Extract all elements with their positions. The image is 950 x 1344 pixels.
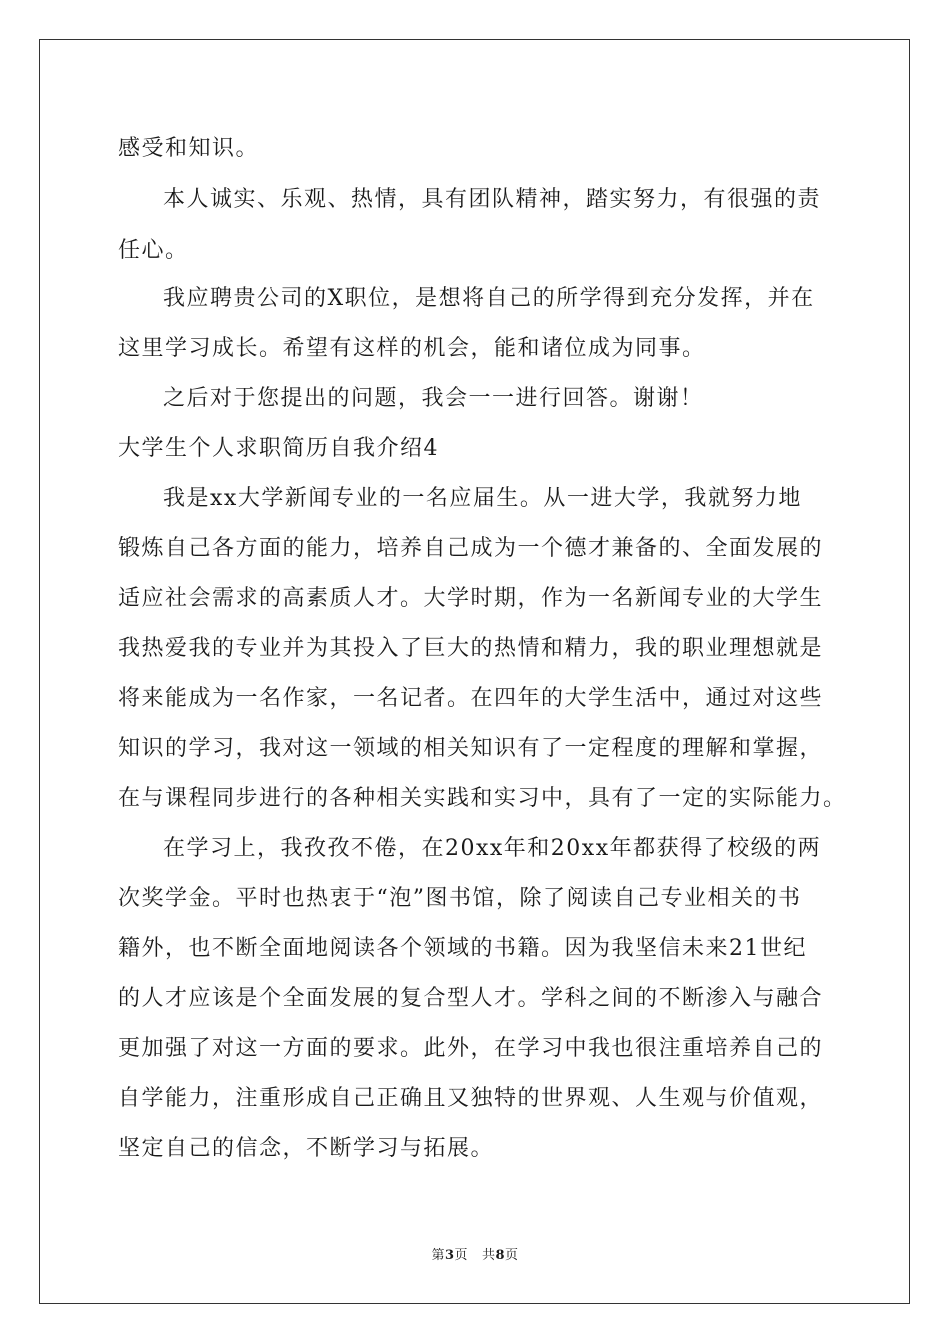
paragraph-line: 坚定自己的信念，不断学习与拓展。 — [118, 1136, 495, 1161]
paragraph-line: 适应社会需求的高素质人才。大学时期，作为一名新闻专业的大学生 — [118, 586, 824, 611]
paragraph-line: 次奖学金。平时也热衷于“泡”图书馆，除了阅读自己专业相关的书 — [118, 886, 802, 911]
total-suffix: 页 — [505, 1248, 519, 1263]
page-number: 3 — [444, 1248, 455, 1263]
paragraph-line: 知识的学习，我对这一领域的相关知识有了一定程度的理解和掌握， — [118, 736, 824, 761]
page-prefix: 第 — [431, 1248, 445, 1263]
paragraph-line: 的人才应该是个全面发展的复合型人才。学科之间的不断渗入与融合 — [118, 986, 824, 1011]
page-footer — [0, 1247, 950, 1265]
paragraph-line: 自学能力，注重形成自己正确且又独特的世界观、人生观与价值观， — [118, 1086, 824, 1111]
paragraph-line: 在学习上，我孜孜不倦，在20xx年和20xx年都获得了校级的两 — [163, 836, 822, 861]
paragraph-line: 在与课程同步进行的各种相关实践和实习中，具有了一定的实际能力。 — [118, 786, 847, 811]
paragraph-line: 之后对于您提出的问题，我会一一进行回答。谢谢！ — [163, 386, 704, 411]
section-heading: 大学生个人求职简历自我介绍4 — [118, 436, 439, 461]
paragraph-line: 籍外，也不断全面地阅读各个领域的书籍。因为我坚信未来21世纪 — [118, 936, 807, 961]
total-prefix: 共 — [481, 1248, 496, 1263]
paragraph-line: 任心。 — [118, 238, 189, 263]
paragraph-line: 本人诚实、乐观、热情，具有团队精神，踏实努力，有很强的责 — [163, 187, 822, 212]
paragraph-line: 我应聘贵公司的X职位，是想将自己的所学得到充分发挥，并在 — [163, 286, 815, 311]
page-border — [39, 39, 910, 1304]
total-pages: 8 — [495, 1248, 506, 1263]
paragraph-line: 感受和知识。 — [118, 136, 260, 161]
paragraph-line: 更加强了对这一方面的要求。此外，在学习中我也很注重培养自己的 — [118, 1036, 824, 1061]
paragraph-line: 将来能成为一名作家，一名记者。在四年的大学生活中，通过对这些 — [118, 686, 824, 711]
paragraph-line: 这里学习成长。希望有这样的机会，能和诸位成为同事。 — [118, 336, 706, 361]
paragraph-line: 锻炼自己各方面的能力，培养自己成为一个德才兼备的、全面发展的 — [118, 536, 824, 561]
paragraph-line: 我是xx大学新闻专业的一名应届生。从一进大学，我就努力地 — [163, 486, 802, 511]
page-suffix: 页 — [454, 1248, 469, 1263]
paragraph-line: 我热爱我的专业并为其投入了巨大的热情和精力，我的职业理想就是 — [118, 636, 824, 661]
